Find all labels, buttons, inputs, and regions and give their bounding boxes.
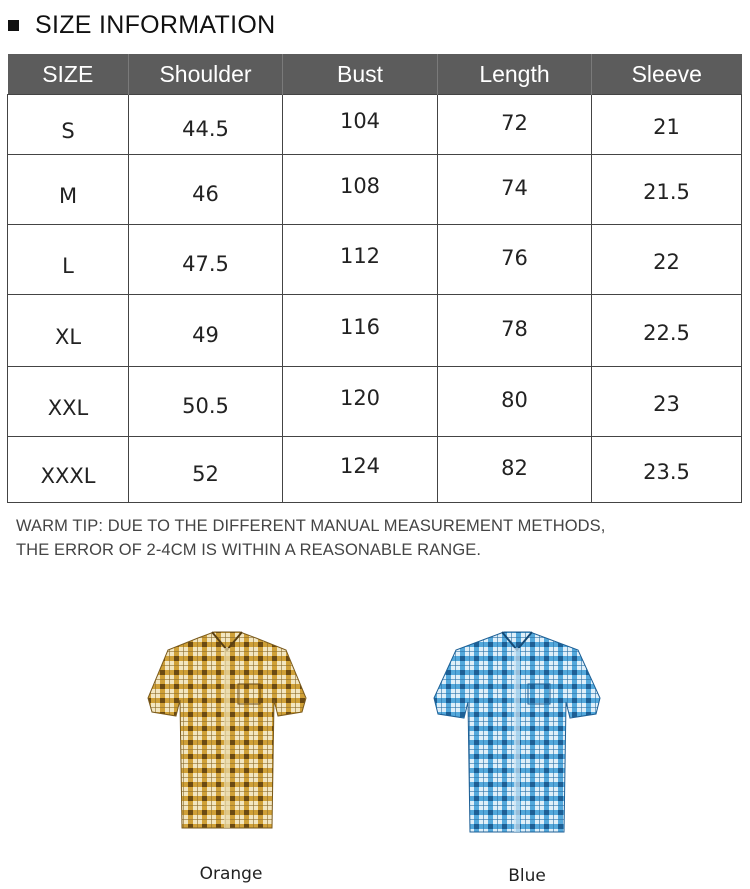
cell-size: XL <box>8 295 129 367</box>
cell-shoulder: 52 <box>129 437 283 503</box>
section-title: SIZE INFORMATION <box>35 10 276 39</box>
section-header <box>8 10 275 40</box>
cell-shoulder: 49 <box>129 295 283 367</box>
table-row <box>8 367 742 437</box>
cell-sleeve: 21 <box>592 95 742 155</box>
table-row <box>8 155 742 225</box>
product-label-orange: Orange <box>199 864 263 884</box>
header-sleeve: Sleeve <box>592 54 742 95</box>
cell-length: 74 <box>438 155 592 225</box>
cell-bust: 120 <box>283 367 438 437</box>
table-row <box>8 437 742 503</box>
cell-shoulder: 46 <box>129 155 283 225</box>
cell-shoulder: 44.5 <box>129 95 283 155</box>
cell-length: 76 <box>438 225 592 295</box>
table-header-row <box>8 54 742 95</box>
header-size: SIZE <box>8 54 129 95</box>
table-row <box>8 295 742 367</box>
cell-length: 80 <box>438 367 592 437</box>
cell-sleeve: 21.5 <box>592 155 742 225</box>
cell-size: L <box>8 225 129 295</box>
cell-sleeve: 22.5 <box>592 295 742 367</box>
warm-tip <box>16 514 736 562</box>
cell-sleeve: 23 <box>592 367 742 437</box>
cell-length: 78 <box>438 295 592 367</box>
cell-shoulder: 50.5 <box>129 367 283 437</box>
cell-bust: 104 <box>283 95 438 155</box>
cell-length: 82 <box>438 437 592 503</box>
cell-sleeve: 22 <box>592 225 742 295</box>
header-shoulder: Shoulder <box>129 54 283 95</box>
header-length: Length <box>438 54 592 95</box>
orange-shirt-image <box>146 628 308 836</box>
bullet-square-icon <box>8 20 19 31</box>
header-bust: Bust <box>283 54 438 95</box>
size-table <box>7 54 742 503</box>
table-row <box>8 225 742 295</box>
cell-bust: 124 <box>283 437 438 503</box>
blue-shirt-image <box>432 628 602 840</box>
cell-size: M <box>8 155 129 225</box>
cell-sleeve: 23.5 <box>592 437 742 503</box>
product-label-blue: Blue <box>508 866 546 886</box>
cell-bust: 112 <box>283 225 438 295</box>
cell-size: XXL <box>8 367 129 437</box>
warm-tip-line-2: THE ERROR OF 2-4CM IS WITHIN A REASONABLE RANGE. <box>16 541 482 559</box>
cell-bust: 116 <box>283 295 438 367</box>
cell-size: XXXL <box>8 437 129 503</box>
cell-bust: 108 <box>283 155 438 225</box>
table-row <box>8 95 742 155</box>
cell-shoulder: 47.5 <box>129 225 283 295</box>
cell-size: S <box>8 95 129 155</box>
cell-length: 72 <box>438 95 592 155</box>
warm-tip-line-1: WARM TIP: DUE TO THE DIFFERENT MANUAL MEASUREMENT METHODS, <box>16 517 606 535</box>
